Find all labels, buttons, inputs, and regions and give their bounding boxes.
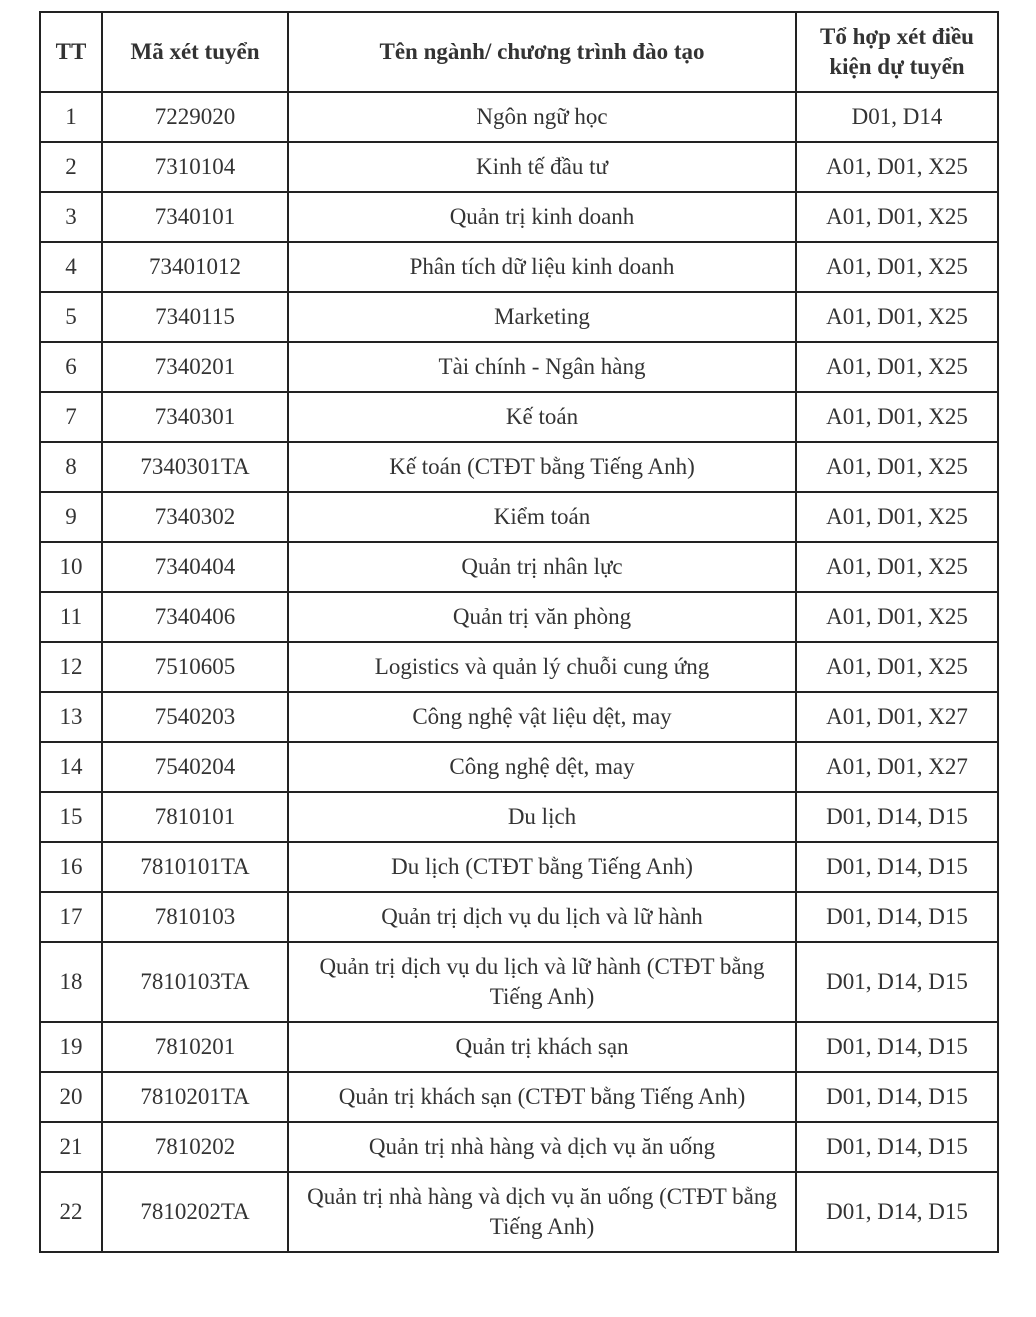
table-row (40, 742, 998, 792)
cell-tt: 14 (40, 742, 102, 792)
cell-tt: 5 (40, 292, 102, 342)
table-row (40, 892, 998, 942)
cell-tt: 10 (40, 542, 102, 592)
cell-program-name: Ngôn ngữ học (288, 92, 796, 142)
cell-code: 7340406 (102, 592, 288, 642)
cell-code: 7810202TA (102, 1172, 288, 1252)
cell-tt: 19 (40, 1022, 102, 1072)
cell-code: 7810201TA (102, 1072, 288, 1122)
cell-code: 7810201 (102, 1022, 288, 1072)
cell-subject-combination: D01, D14, D15 (796, 842, 998, 892)
cell-tt: 15 (40, 792, 102, 842)
cell-code: 7540203 (102, 692, 288, 742)
cell-tt: 18 (40, 942, 102, 1022)
cell-program-name: Công nghệ vật liệu dệt, may (288, 692, 796, 742)
cell-code: 7810103TA (102, 942, 288, 1022)
cell-code: 7810103 (102, 892, 288, 942)
admissions-table (39, 11, 999, 1253)
cell-subject-combination: D01, D14, D15 (796, 1072, 998, 1122)
cell-program-name: Marketing (288, 292, 796, 342)
cell-program-name: Kế toán (288, 392, 796, 442)
cell-code: 7340301 (102, 392, 288, 442)
table-row (40, 1022, 998, 1072)
cell-tt: 22 (40, 1172, 102, 1252)
table-row (40, 692, 998, 742)
cell-subject-combination: A01, D01, X27 (796, 692, 998, 742)
cell-tt: 8 (40, 442, 102, 492)
cell-code: 7340101 (102, 192, 288, 242)
cell-program-name: Công nghệ dệt, may (288, 742, 796, 792)
cell-code: 7340301TA (102, 442, 288, 492)
cell-subject-combination: D01, D14, D15 (796, 892, 998, 942)
cell-subject-combination: A01, D01, X25 (796, 342, 998, 392)
cell-tt: 2 (40, 142, 102, 192)
cell-code: 7810101TA (102, 842, 288, 892)
table-row (40, 942, 998, 1022)
table-row (40, 292, 998, 342)
cell-tt: 13 (40, 692, 102, 742)
cell-program-name: Quản trị khách sạn (288, 1022, 796, 1072)
header-program-name: Tên ngành/ chương trình đào tạo (288, 12, 796, 92)
header-subject-combination: Tổ hợp xét điều kiện dự tuyển (796, 12, 998, 92)
cell-tt: 21 (40, 1122, 102, 1172)
cell-tt: 9 (40, 492, 102, 542)
cell-code: 7510605 (102, 642, 288, 692)
cell-program-name: Du lịch (CTĐT bằng Tiếng Anh) (288, 842, 796, 892)
cell-tt: 11 (40, 592, 102, 642)
cell-subject-combination: A01, D01, X25 (796, 142, 998, 192)
cell-subject-combination: D01, D14, D15 (796, 1022, 998, 1072)
table-row (40, 1122, 998, 1172)
cell-subject-combination: D01, D14, D15 (796, 792, 998, 842)
table-body (40, 92, 998, 1252)
cell-subject-combination: A01, D01, X27 (796, 742, 998, 792)
cell-program-name: Kiểm toán (288, 492, 796, 542)
cell-program-name: Logistics và quản lý chuỗi cung ứng (288, 642, 796, 692)
table-row (40, 542, 998, 592)
table-row (40, 1072, 998, 1122)
cell-subject-combination: A01, D01, X25 (796, 492, 998, 542)
cell-code: 7540204 (102, 742, 288, 792)
cell-tt: 6 (40, 342, 102, 392)
table-row (40, 842, 998, 892)
table-row (40, 792, 998, 842)
cell-tt: 3 (40, 192, 102, 242)
cell-program-name: Quản trị khách sạn (CTĐT bằng Tiếng Anh) (288, 1072, 796, 1122)
cell-program-name: Du lịch (288, 792, 796, 842)
table-row (40, 442, 998, 492)
cell-subject-combination: A01, D01, X25 (796, 242, 998, 292)
cell-program-name: Quản trị nhà hàng và dịch vụ ăn uống (288, 1122, 796, 1172)
cell-program-name: Kinh tế đầu tư (288, 142, 796, 192)
cell-code: 7810101 (102, 792, 288, 842)
cell-tt: 7 (40, 392, 102, 442)
cell-subject-combination: A01, D01, X25 (796, 592, 998, 642)
cell-subject-combination: D01, D14, D15 (796, 1122, 998, 1172)
table-row (40, 142, 998, 192)
cell-tt: 1 (40, 92, 102, 142)
cell-subject-combination: A01, D01, X25 (796, 292, 998, 342)
cell-code: 73401012 (102, 242, 288, 292)
cell-subject-combination: A01, D01, X25 (796, 392, 998, 442)
cell-subject-combination: A01, D01, X25 (796, 442, 998, 492)
cell-subject-combination: D01, D14, D15 (796, 1172, 998, 1252)
table-row (40, 492, 998, 542)
cell-tt: 16 (40, 842, 102, 892)
cell-program-name: Kế toán (CTĐT bằng Tiếng Anh) (288, 442, 796, 492)
cell-program-name: Quản trị dịch vụ du lịch và lữ hành (CTĐT bằng Tiếng Anh) (288, 942, 796, 1022)
header-row (40, 12, 998, 92)
table-row (40, 1172, 998, 1252)
cell-code: 7310104 (102, 142, 288, 192)
cell-subject-combination: D01, D14, D15 (796, 942, 998, 1022)
cell-program-name: Quản trị nhà hàng và dịch vụ ăn uống (CTĐT bằng Tiếng Anh) (288, 1172, 796, 1252)
cell-subject-combination: A01, D01, X25 (796, 542, 998, 592)
cell-program-name: Phân tích dữ liệu kinh doanh (288, 242, 796, 292)
table-row (40, 592, 998, 642)
cell-subject-combination: A01, D01, X25 (796, 192, 998, 242)
cell-program-name: Quản trị dịch vụ du lịch và lữ hành (288, 892, 796, 942)
cell-code: 7340404 (102, 542, 288, 592)
cell-code: 7229020 (102, 92, 288, 142)
table-row (40, 242, 998, 292)
header-tt: TT (40, 12, 102, 92)
cell-code: 7340302 (102, 492, 288, 542)
table-header (40, 12, 998, 92)
cell-tt: 17 (40, 892, 102, 942)
cell-program-name: Quản trị kinh doanh (288, 192, 796, 242)
cell-code: 7340201 (102, 342, 288, 392)
cell-tt: 12 (40, 642, 102, 692)
cell-program-name: Quản trị nhân lực (288, 542, 796, 592)
cell-code: 7340115 (102, 292, 288, 342)
table-row (40, 342, 998, 392)
cell-tt: 20 (40, 1072, 102, 1122)
table-row (40, 192, 998, 242)
cell-program-name: Quản trị văn phòng (288, 592, 796, 642)
cell-code: 7810202 (102, 1122, 288, 1172)
header-code: Mã xét tuyển (102, 12, 288, 92)
table-row (40, 92, 998, 142)
cell-subject-combination: A01, D01, X25 (796, 642, 998, 692)
cell-subject-combination: D01, D14 (796, 92, 998, 142)
cell-program-name: Tài chính - Ngân hàng (288, 342, 796, 392)
table-row (40, 642, 998, 692)
cell-tt: 4 (40, 242, 102, 292)
table-row (40, 392, 998, 442)
